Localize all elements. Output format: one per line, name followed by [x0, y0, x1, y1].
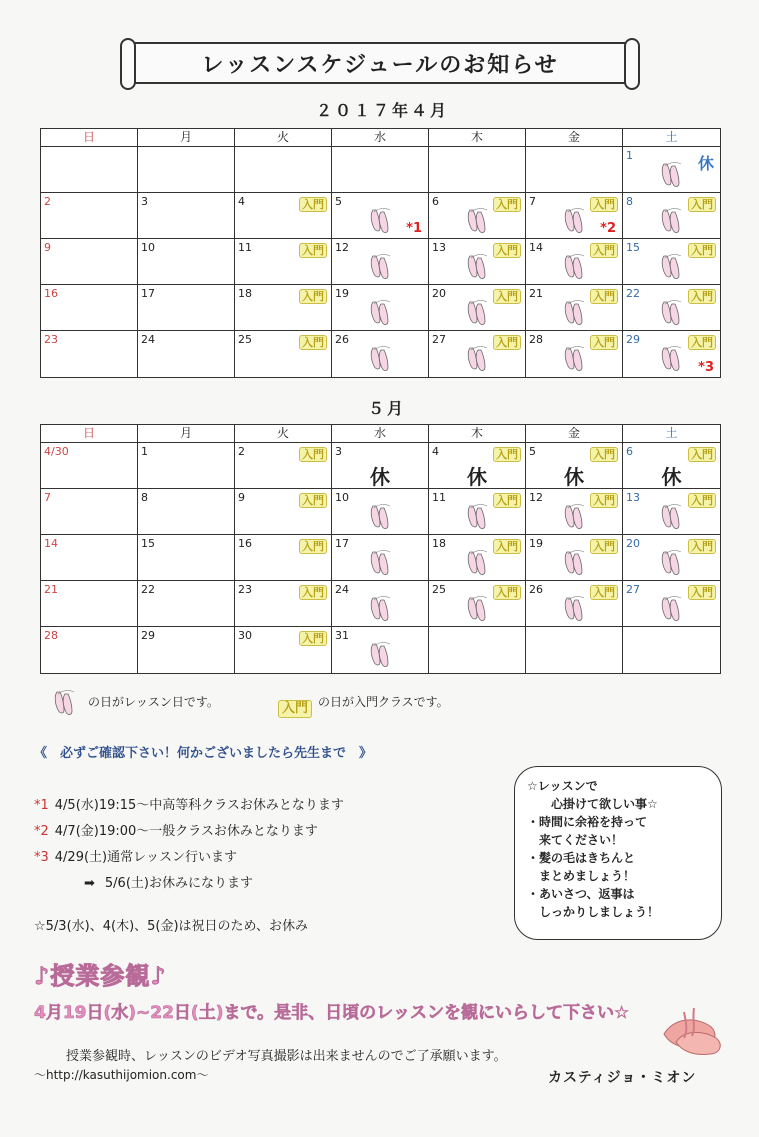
note-mark: *2: [34, 824, 49, 839]
note-mark: *1: [34, 798, 49, 813]
calendar-day-cell: [235, 239, 332, 285]
day-number: 20: [432, 287, 446, 300]
ballet-shoes-icon: [465, 205, 491, 235]
weekday-header: 月: [138, 129, 235, 147]
note-text: 4/5(水)19:15～中高等科クラスお休みとなります: [54, 798, 344, 813]
weekday-header: 火: [235, 425, 332, 443]
day-number: 5: [529, 445, 536, 458]
entry-class-badge: 入門: [493, 335, 521, 350]
day-number: 4: [432, 445, 439, 458]
ballet-shoes-icon: [562, 343, 588, 373]
ballet-shoes-icon: [562, 501, 588, 531]
day-number: 28: [529, 333, 543, 346]
calendar-day-cell: [138, 331, 235, 377]
day-number: 10: [141, 241, 155, 254]
calendar-day-cell: [41, 285, 138, 331]
calendar-day-cell: [429, 331, 526, 377]
day-number: 7: [529, 195, 536, 208]
day-number: 25: [432, 583, 446, 596]
entry-class-badge: 入門: [493, 447, 521, 462]
day-number: 7: [44, 491, 51, 504]
holiday-mark: 休: [697, 154, 714, 173]
banner-roll-left: [120, 38, 136, 90]
day-number: 20: [626, 537, 640, 550]
banner-roll-right: [624, 38, 640, 90]
entry-class-badge: 入門: [299, 289, 327, 304]
day-number: 18: [432, 537, 446, 550]
tips-line: ・時間に余裕を持って: [527, 815, 648, 829]
calendar-day-cell: [41, 443, 138, 489]
calendar-day-cell: [332, 147, 429, 193]
calendar-day-cell: [623, 443, 720, 489]
ballet-shoes-icon: [562, 205, 588, 235]
day-number: 11: [432, 491, 446, 504]
entry-class-badge: 入門: [688, 447, 716, 462]
note-line: [34, 820, 318, 839]
calendar-day-cell: [235, 147, 332, 193]
calendar-day-cell: [429, 581, 526, 627]
page-title: レッスンスケジュールのお知らせ: [201, 53, 559, 78]
note-line: [34, 794, 344, 813]
ballet-shoes-icon: [659, 501, 685, 531]
calendar-day-cell: [235, 535, 332, 581]
title-banner: [120, 38, 640, 90]
entry-class-badge: 入門: [493, 289, 521, 304]
entry-class-badge: 入門: [590, 243, 618, 258]
day-number: 6: [432, 195, 439, 208]
weekday-header: 日: [41, 129, 138, 147]
calendar-day-cell: [41, 627, 138, 673]
calendar-day-cell: [623, 535, 720, 581]
day-number: 16: [44, 287, 58, 300]
weekday-header: 土: [623, 129, 720, 147]
entry-class-badge: 入門: [299, 493, 327, 508]
day-number: 8: [626, 195, 633, 208]
day-number: 17: [335, 537, 349, 550]
ballet-shoes-icon: [659, 547, 685, 577]
day-number: 1: [626, 149, 633, 162]
arrow-icon: ➡: [84, 876, 95, 891]
entry-class-badge: 入門: [590, 447, 618, 462]
day-number: 18: [238, 287, 252, 300]
note-text: 4/7(金)19:00～一般クラスお休みとなります: [54, 824, 318, 839]
calendar-day-cell: [41, 331, 138, 377]
legend-entry-text: の日が入門クラスです。: [318, 695, 449, 709]
ballet-shoes-icon: [562, 251, 588, 281]
day-number: 3: [335, 445, 342, 458]
day-number: 15: [626, 241, 640, 254]
ballet-shoes-icon: [659, 343, 685, 373]
holiday-mark: 休: [564, 465, 584, 489]
calendar-day-cell: [235, 285, 332, 331]
calendar-day-cell: [138, 239, 235, 285]
entry-class-badge: 入門: [590, 493, 618, 508]
calendar-day-cell: [138, 535, 235, 581]
day-number: 12: [529, 491, 543, 504]
calendar-day-cell: [429, 443, 526, 489]
ballet-shoes-icon: [659, 159, 685, 189]
day-number: 23: [44, 333, 58, 346]
day-number: 22: [626, 287, 640, 300]
entry-class-badge: 入門: [590, 289, 618, 304]
calendar-day-cell: [138, 193, 235, 239]
entry-class-badge: 入門: [688, 585, 716, 600]
ballet-shoes-icon: [465, 297, 491, 327]
entry-class-badge: 入門: [493, 197, 521, 212]
weekday-header: 土: [623, 425, 720, 443]
calendar-day-cell: [235, 489, 332, 535]
tips-line: 来てください！: [527, 833, 624, 847]
website-url[interactable]: ～http://kasuthijomion.com～: [34, 1068, 209, 1082]
may-title: ５月: [368, 399, 407, 418]
entry-class-badge: 入門: [688, 539, 716, 554]
day-number: 9: [44, 241, 51, 254]
calendar-day-cell: [623, 285, 720, 331]
calendar-day-cell: [138, 147, 235, 193]
ballet-shoes-icon: [562, 547, 588, 577]
day-number: 3: [141, 195, 148, 208]
weekday-header: 水: [332, 425, 429, 443]
holiday-mark: 休: [661, 465, 682, 489]
calendar-day-cell: [623, 331, 720, 377]
entry-class-badge: 入門: [493, 585, 521, 600]
note-marker: *2: [600, 221, 616, 236]
weekday-header: 火: [235, 129, 332, 147]
legend-lesson-text: の日がレッスン日です。: [88, 695, 219, 709]
ballet-shoes-icon: [368, 501, 394, 531]
entry-class-badge: 入門: [590, 335, 618, 350]
calendar-day-cell: [429, 535, 526, 581]
calendar-day-cell: [526, 581, 623, 627]
ballet-shoes-icon: [368, 205, 394, 235]
note-mark: *3: [34, 850, 49, 865]
calendar-day-cell: [332, 489, 429, 535]
ballet-shoes-icon: [659, 251, 685, 281]
day-number: 27: [432, 333, 446, 346]
day-number: 14: [44, 537, 58, 550]
calendar-day-cell: [332, 331, 429, 377]
entry-class-badge: 入門: [493, 243, 521, 258]
calendar-day-cell: [332, 193, 429, 239]
day-number: 12: [335, 241, 349, 254]
day-number: 13: [432, 241, 446, 254]
tips-line: ・髪の毛はきちんと: [527, 851, 636, 865]
day-number: 29: [141, 629, 155, 642]
weekday-header: 月: [138, 425, 235, 443]
calendar-day-cell: [138, 443, 235, 489]
calendar-day-cell: [526, 193, 623, 239]
entry-class-badge: 入門: [688, 493, 716, 508]
day-number: 27: [626, 583, 640, 596]
day-number: 29: [626, 333, 640, 346]
calendar-day-cell: [526, 147, 623, 193]
ballet-shoes-icon: [465, 547, 491, 577]
day-number: 16: [238, 537, 252, 550]
observation-footer: 授業参観時、レッスンのビデオ写真撮影は出来ませんのでご了承願います。: [66, 1049, 507, 1064]
day-number: 4/30: [44, 445, 69, 458]
calendar-day-cell: [235, 581, 332, 627]
entry-class-badge: 入門: [299, 243, 327, 258]
may-calendar: [40, 424, 721, 674]
observation-title: ♪授業参観♪: [34, 962, 167, 990]
notice-heading: 《 必ずご確認下さい！何かございましたら先生まで 》: [34, 746, 373, 761]
calendar-day-cell: [526, 239, 623, 285]
day-number: 8: [141, 491, 148, 504]
entry-class-badge: 入門: [299, 539, 327, 554]
calendar-day-cell: [41, 193, 138, 239]
ballet-shoes-icon: [465, 251, 491, 281]
day-number: 26: [529, 583, 543, 596]
weekday-header: 木: [429, 129, 526, 147]
april-title: ２０１７年４月: [316, 101, 450, 120]
tips-line: 心掛けて欲しい事☆: [527, 797, 658, 811]
day-number: 9: [238, 491, 245, 504]
holiday-mark: 休: [467, 465, 487, 489]
holiday-mark: 休: [370, 465, 390, 489]
day-number: 19: [335, 287, 349, 300]
weekday-header: 日: [41, 425, 138, 443]
calendar-day-cell: [526, 331, 623, 377]
calendar-day-cell: [138, 627, 235, 673]
calendar-day-cell: [138, 489, 235, 535]
weekday-header: 金: [526, 425, 623, 443]
day-number: 2: [44, 195, 51, 208]
ballet-shoes-icon: [465, 593, 491, 623]
calendar-day-cell: [138, 285, 235, 331]
calendar-day-cell: [41, 239, 138, 285]
ballet-shoes-icon: [368, 297, 394, 327]
entry-class-badge: 入門: [299, 631, 327, 646]
day-number: 2: [238, 445, 245, 458]
day-number: 21: [529, 287, 543, 300]
entry-class-badge: 入門: [299, 447, 327, 462]
calendar-day-cell: [623, 193, 720, 239]
note-line: [34, 846, 237, 865]
entry-class-badge: 入門: [299, 585, 327, 600]
calendar-day-cell: [429, 627, 526, 673]
note-text: 4/29(土)通常レッスン行います: [54, 850, 237, 865]
calendar-day-cell: [235, 193, 332, 239]
day-number: 31: [335, 629, 349, 642]
calendar-day-cell: [429, 193, 526, 239]
ballet-shoes-icon: [368, 547, 394, 577]
weekday-header: 木: [429, 425, 526, 443]
ballet-shoes-icon: [368, 343, 394, 373]
calendar-day-cell: [429, 147, 526, 193]
day-number: 19: [529, 537, 543, 550]
holiday-note: ☆5/3(水)、4(木)、5(金)は祝日のため、お休み: [34, 919, 309, 934]
ballet-shoes-icon: [659, 205, 685, 235]
calendar-day-cell: [138, 581, 235, 627]
day-number: 25: [238, 333, 252, 346]
calendar-day-cell: [526, 489, 623, 535]
calendar-day-cell: [526, 443, 623, 489]
calendar-day-cell: [623, 581, 720, 627]
ballet-shoes-icon: [562, 593, 588, 623]
day-number: 26: [335, 333, 349, 346]
note-marker: *3: [698, 360, 714, 375]
calendar-day-cell: [623, 239, 720, 285]
calendar-day-cell: [623, 489, 720, 535]
weekday-header: 水: [332, 129, 429, 147]
calendar-day-cell: [332, 285, 429, 331]
calendar-day-cell: [623, 627, 720, 673]
entry-class-badge: 入門: [688, 289, 716, 304]
day-number: 11: [238, 241, 252, 254]
entry-class-badge: 入門: [493, 493, 521, 508]
tips-box: [514, 766, 722, 940]
calendar-day-cell: [41, 535, 138, 581]
day-number: 5: [335, 195, 342, 208]
day-number: 10: [335, 491, 349, 504]
tips-line: ☆レッスンで: [527, 779, 598, 793]
day-number: 4: [238, 195, 245, 208]
ballet-shoes-icon: [368, 639, 394, 669]
calendar-day-cell: [332, 443, 429, 489]
calendar-day-cell: [41, 489, 138, 535]
calendar-day-cell: [235, 627, 332, 673]
april-calendar: [40, 128, 721, 378]
ballet-shoes-icon: [368, 251, 394, 281]
weekday-header: 金: [526, 129, 623, 147]
tips-line: しっかりしましょう！: [527, 905, 660, 919]
calendar-day-cell: [235, 331, 332, 377]
day-number: 23: [238, 583, 252, 596]
calendar-day-cell: [332, 581, 429, 627]
entry-class-badge: 入門: [493, 539, 521, 554]
ballet-shoes-icon: [465, 343, 491, 373]
entry-class-badge: 入門: [590, 539, 618, 554]
calendar-day-cell: [332, 239, 429, 285]
day-number: 21: [44, 583, 58, 596]
calendar-day-cell: [526, 285, 623, 331]
day-number: 6: [626, 445, 633, 458]
day-number: 28: [44, 629, 58, 642]
day-number: 1: [141, 445, 148, 458]
calendar-day-cell: [41, 147, 138, 193]
ballet-shoes-icon: [465, 501, 491, 531]
calendar-day-cell: [41, 581, 138, 627]
note-text: 5/6(土)お休みになります: [104, 876, 253, 891]
ballet-shoes-icon: [368, 593, 394, 623]
legend-entry-badge: 入門: [278, 700, 312, 718]
tips-line: まとめましょう！: [527, 869, 636, 883]
day-number: 30: [238, 629, 252, 642]
calendar-day-cell: [623, 147, 720, 193]
entry-class-badge: 入門: [590, 197, 618, 212]
calendar-day-cell: [332, 535, 429, 581]
entry-class-badge: 入門: [688, 197, 716, 212]
ballet-shoes-icon: [562, 297, 588, 327]
day-number: 14: [529, 241, 543, 254]
pointe-shoes-icon: [654, 1004, 726, 1060]
ballet-shoes-icon: [659, 593, 685, 623]
day-number: 17: [141, 287, 155, 300]
note-marker: *1: [406, 221, 422, 236]
day-number: 24: [141, 333, 155, 346]
day-number: 15: [141, 537, 155, 550]
calendar-day-cell: [429, 285, 526, 331]
tips-line: ・あいさつ、返事は: [527, 887, 635, 901]
entry-class-badge: 入門: [299, 335, 327, 350]
calendar-day-cell: [429, 239, 526, 285]
calendar-day-cell: [332, 627, 429, 673]
ballet-shoes-icon: [52, 688, 78, 716]
calendar-day-cell: [526, 627, 623, 673]
entry-class-badge: 入門: [688, 335, 716, 350]
day-number: 13: [626, 491, 640, 504]
day-number: 24: [335, 583, 349, 596]
entry-class-badge: 入門: [590, 585, 618, 600]
ballet-shoes-icon: [659, 297, 685, 327]
note-line: [84, 872, 253, 891]
studio-signature: カスティジョ・ミオン: [548, 1070, 697, 1086]
calendar-day-cell: [235, 443, 332, 489]
calendar-day-cell: [526, 535, 623, 581]
entry-class-badge: 入門: [688, 243, 716, 258]
observation-desc: 4月19日(水)~22日(土)まで。是非、日頃のレッスンを観にいらして下さい☆: [34, 1003, 630, 1023]
entry-class-badge: 入門: [299, 197, 327, 212]
calendar-day-cell: [429, 489, 526, 535]
day-number: 22: [141, 583, 155, 596]
